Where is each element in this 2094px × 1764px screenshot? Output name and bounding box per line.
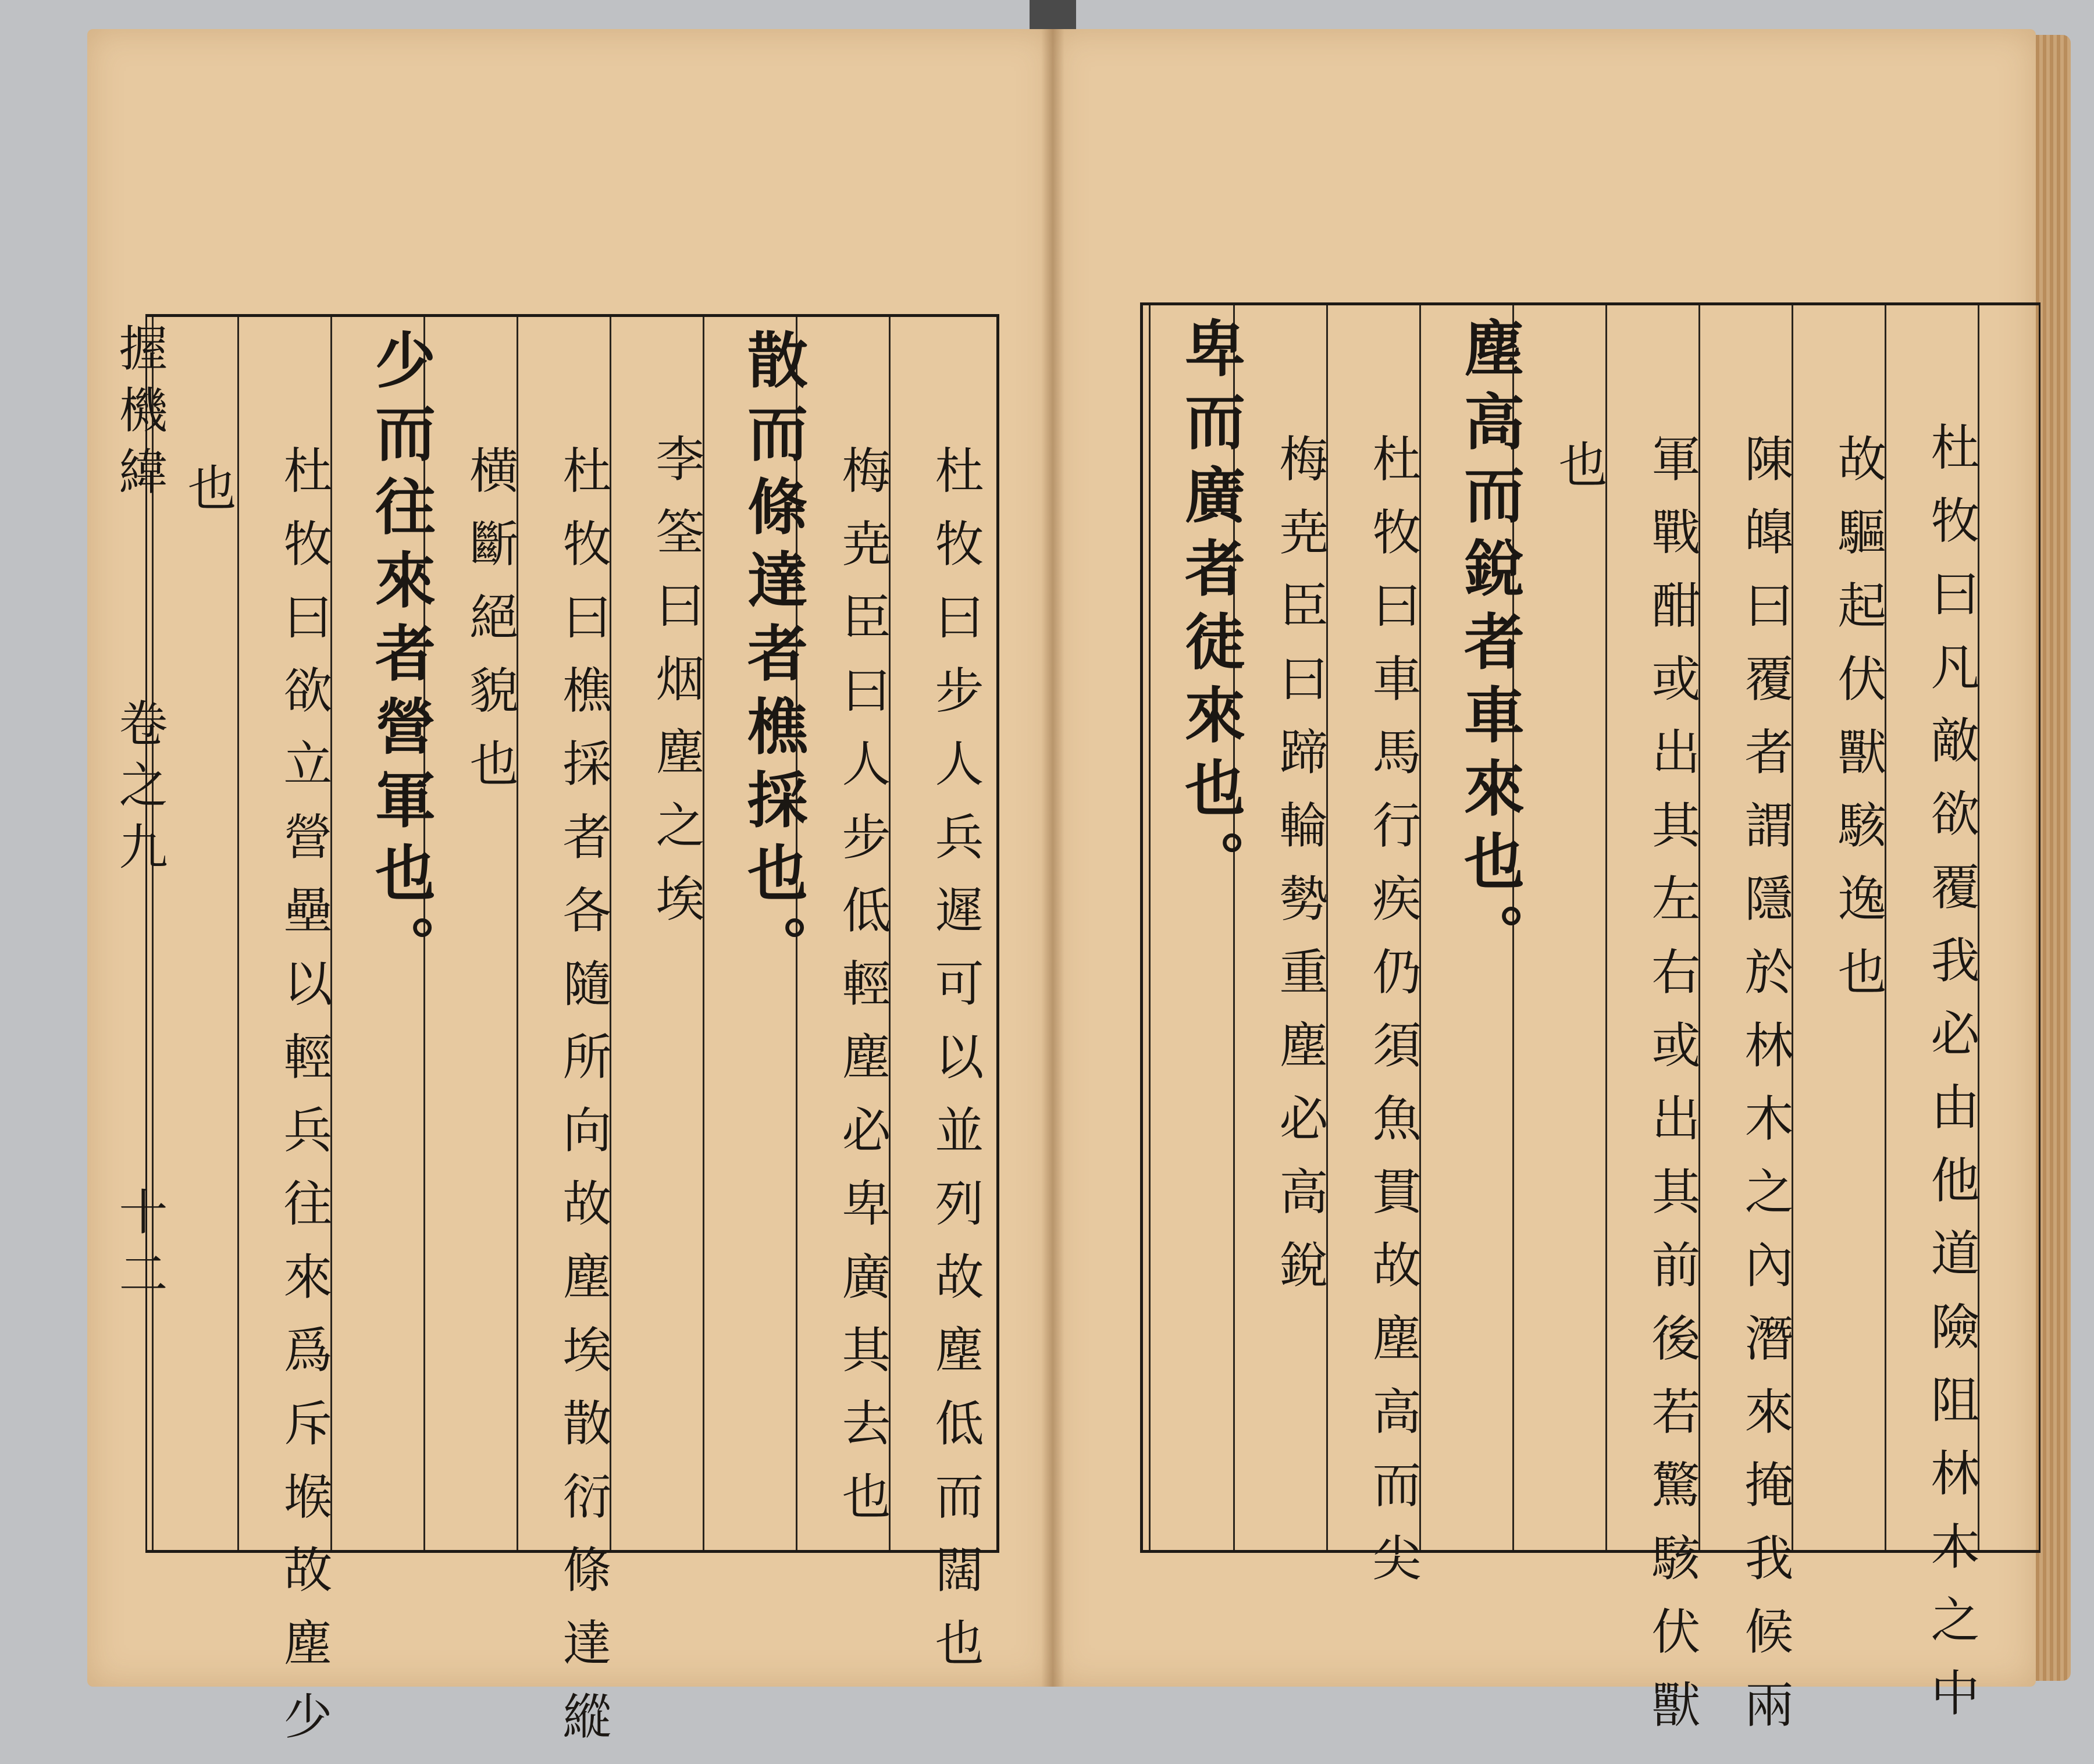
text-column: 杜牧曰步人兵遲可以並列故塵低而闊也 [927,445,984,1691]
text-column: 梅尭臣曰人步低輕塵必卑廣其去也 [834,445,891,1544]
page-gutter [1041,29,1064,1687]
main-text-column: 少而往來者營軍也。 [365,329,436,988]
text-column: 横斷絕貌也 [462,445,519,811]
column-rule [1149,305,1151,1550]
text-column: 杜牧曰樵採者各隨所向故塵埃散衍條達縱 [555,445,612,1764]
right-text-frame [1140,302,2040,1752]
book-title: 握機緯 [111,323,168,508]
text-column: 軍戰酣或出其左右或出其前後若驚駭伏獸 [1644,433,1701,1752]
main-text-column: 卑而廣者徒來也。 [1174,317,1246,903]
book-spine-shadow [1030,0,1076,29]
main-text-column: 散而條達者樵採也。 [737,329,809,988]
text-column: 也 [180,462,237,536]
text-column: 杜牧曰欲立營壘以輕兵往來爲斥堠故塵少 [276,445,333,1764]
text-column: 李筌曰烟塵之埃 [648,433,705,946]
text-column: 杜牧曰車馬行疾仍須魚貫故塵高而尖 [1365,433,1422,1606]
text-column: 故驅起伏獸駭逸也 [1830,433,1887,1020]
page-block-edge [2036,35,2071,1681]
text-column: 陳皥曰覆者謂隱於林木之內潛來掩我候兩 [1737,433,1794,1752]
left-text-frame [145,314,999,1764]
text-column: 梅尭臣曰蹄輪勢重塵必高銳 [1272,433,1329,1313]
text-column: 也 [1551,439,1608,512]
volume-label: 卷之九 [111,698,168,883]
folio-number: 十二 [111,1186,168,1310]
main-text-column: 塵高而銳者車來也。 [1454,317,1525,977]
text-column: 杜牧曰凡敵欲覆我必由他道險阻林木之中 [1923,422,1980,1741]
